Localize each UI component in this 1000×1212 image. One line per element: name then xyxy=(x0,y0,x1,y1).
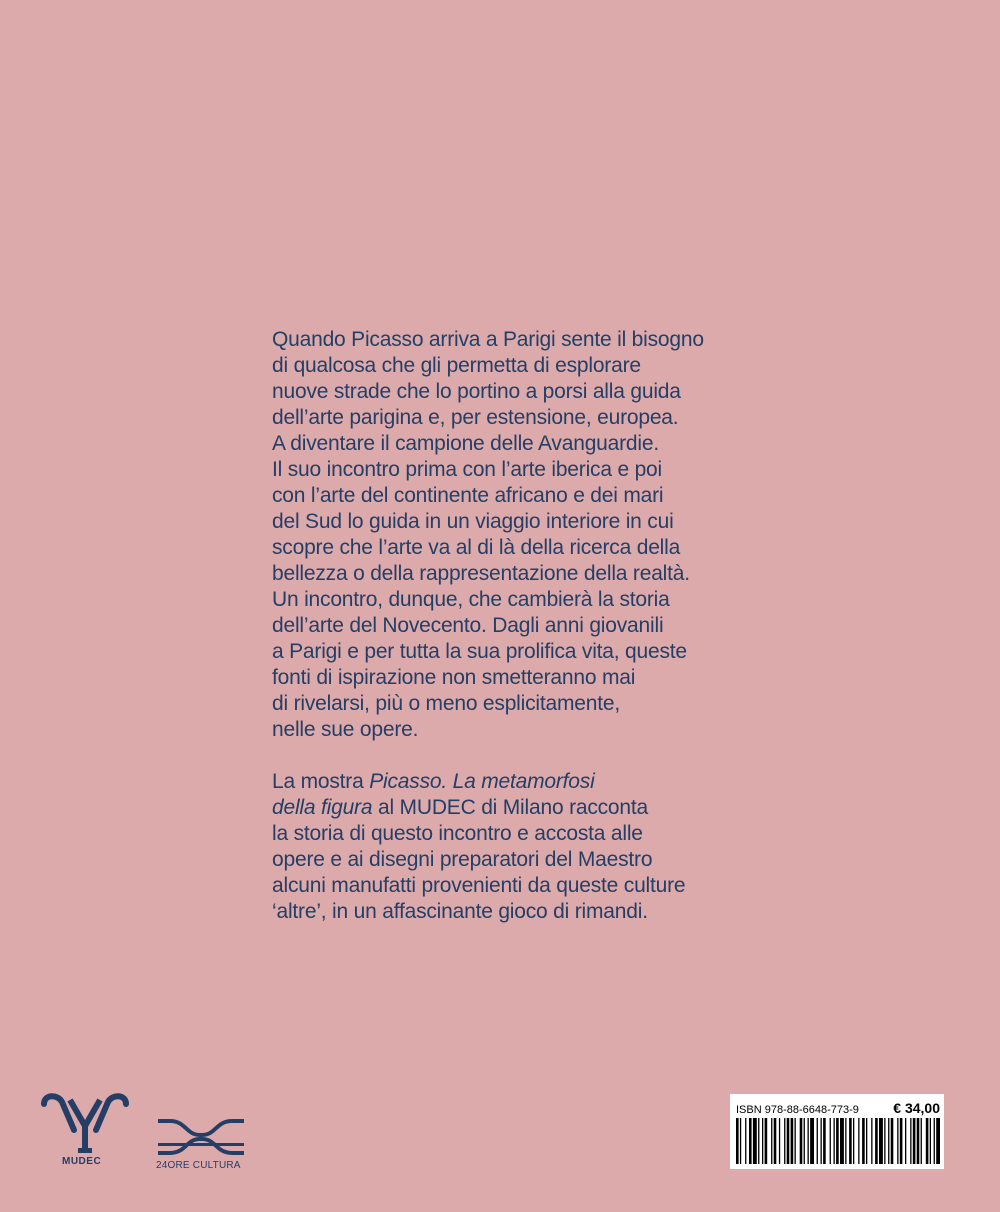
text-line: di qualcosa che gli permetta di esplorare xyxy=(272,354,641,377)
barcode-bar xyxy=(771,1118,772,1164)
barcode-bar xyxy=(875,1118,878,1164)
text-line: di rivelarsi, più o meno esplicitamente, xyxy=(272,692,620,715)
barcode-bar xyxy=(795,1118,796,1164)
isbn-number: ISBN 978-88-6648-773-9 xyxy=(736,1104,859,1116)
barcode-bar xyxy=(800,1118,803,1164)
24ore-cultura-label: 24ORE CULTURA xyxy=(156,1160,241,1171)
text-line xyxy=(272,769,792,795)
barcode-bar xyxy=(900,1118,903,1164)
text-line: Il suo incontro prima con l’arte iberica e poi xyxy=(272,458,662,481)
text-segment: La mostra xyxy=(272,770,370,793)
barcode-bar xyxy=(913,1118,916,1164)
barcode-bar xyxy=(753,1118,757,1164)
barcode-bar xyxy=(871,1118,872,1164)
text-line: Quando Picasso arriva a Parigi sente il bisogno xyxy=(272,328,704,351)
text-line: la storia di questo incontro e accosta alle xyxy=(272,822,643,845)
barcode-bar xyxy=(921,1118,922,1164)
mudec-label: MUDEC xyxy=(62,1156,102,1167)
text-line: dell’arte parigina e, per estensione, europea. xyxy=(272,406,679,429)
text-line: Un incontro, dunque, che cambierà la storia xyxy=(272,588,670,611)
barcode-bar xyxy=(917,1118,920,1164)
barcode-bar xyxy=(762,1118,763,1164)
barcode-bar xyxy=(804,1118,805,1164)
text-line: A diventare il campione delle Avanguardie. xyxy=(272,432,659,455)
text-line xyxy=(272,795,792,821)
barcode-bar xyxy=(821,1118,822,1164)
barcode-bar xyxy=(926,1118,929,1164)
text-line: del Sud lo guida in un viaggio interiore in cui xyxy=(272,510,674,533)
barcode-bar xyxy=(779,1118,780,1164)
barcode-bar xyxy=(879,1118,883,1164)
text-line: nuove strade che lo portino a porsi alla guida xyxy=(272,380,681,403)
text-line: opere e ai disegni preparatori del Maestro xyxy=(272,848,653,871)
text-line: bellezza o della rappresentazione della realtà. xyxy=(272,562,690,585)
barcode-bar xyxy=(791,1118,794,1164)
isbn-row xyxy=(736,1100,940,1116)
exhibition-title: della figura xyxy=(272,796,373,819)
barcode-bar xyxy=(866,1118,867,1164)
barcode xyxy=(730,1094,944,1169)
barcode-bar xyxy=(905,1118,906,1164)
text-line: nelle sue opere. xyxy=(272,718,419,741)
barcode-bar xyxy=(840,1118,844,1164)
24ore-cultura-logo-icon xyxy=(156,1117,246,1157)
barcode-bar xyxy=(836,1118,839,1164)
barcode-bar xyxy=(787,1118,790,1164)
barcode-bar xyxy=(884,1118,885,1164)
barcode-bar xyxy=(891,1118,894,1164)
barcode-bar xyxy=(810,1118,814,1164)
barcode-bar xyxy=(897,1118,898,1164)
text-line: scopre che l’arte va al di là della ricerca della xyxy=(272,536,681,559)
paragraph-2 xyxy=(272,769,792,925)
barcode-bar xyxy=(853,1118,854,1164)
barcode-bar xyxy=(888,1118,889,1164)
barcode-bar xyxy=(765,1118,768,1164)
paragraph-1 xyxy=(272,327,792,743)
barcode-bar xyxy=(910,1118,911,1164)
barcode-bar xyxy=(934,1118,935,1164)
barcode-bar xyxy=(808,1118,809,1164)
barcode-bar xyxy=(845,1118,846,1164)
barcode-bar xyxy=(830,1118,831,1164)
barcode-bar xyxy=(745,1118,746,1164)
text-segment: al MUDEC di Milano racconta xyxy=(372,796,649,819)
barcode-bar xyxy=(817,1118,818,1164)
barcode-bar xyxy=(930,1118,931,1164)
text-line: con l’arte del continente africano e dei mari xyxy=(272,484,664,507)
barcode-bar xyxy=(862,1118,865,1164)
barcode-bar xyxy=(834,1118,835,1164)
barcode-bar xyxy=(740,1118,741,1164)
text-line: dell’arte del Novecento. Dagli anni giovanili xyxy=(272,614,664,637)
back-cover-text xyxy=(272,327,792,925)
barcode-bar xyxy=(758,1118,759,1164)
barcode-bar xyxy=(936,1118,940,1164)
text-line: fonti di ispirazione non smetteranno mai xyxy=(272,666,636,689)
barcode-bar xyxy=(823,1118,826,1164)
text-line: a Parigi e per tutta la sua prolifica vita, queste xyxy=(272,640,687,663)
price: € 34,00 xyxy=(893,1100,940,1116)
exhibition-title: Picasso. La metamorfosi xyxy=(369,770,595,793)
barcode-bar xyxy=(849,1118,852,1164)
text-line: ‘altre’, in un affascinante gioco di rimandi. xyxy=(272,900,648,923)
barcode-bar xyxy=(736,1118,739,1164)
barcode-bar xyxy=(749,1118,752,1164)
barcode-bar xyxy=(858,1118,859,1164)
barcode-bar xyxy=(784,1118,785,1164)
barcode-bars-icon xyxy=(736,1118,940,1164)
text-line: alcuni manufatti provenienti da queste culture xyxy=(272,874,686,897)
barcode-bar xyxy=(774,1118,777,1164)
